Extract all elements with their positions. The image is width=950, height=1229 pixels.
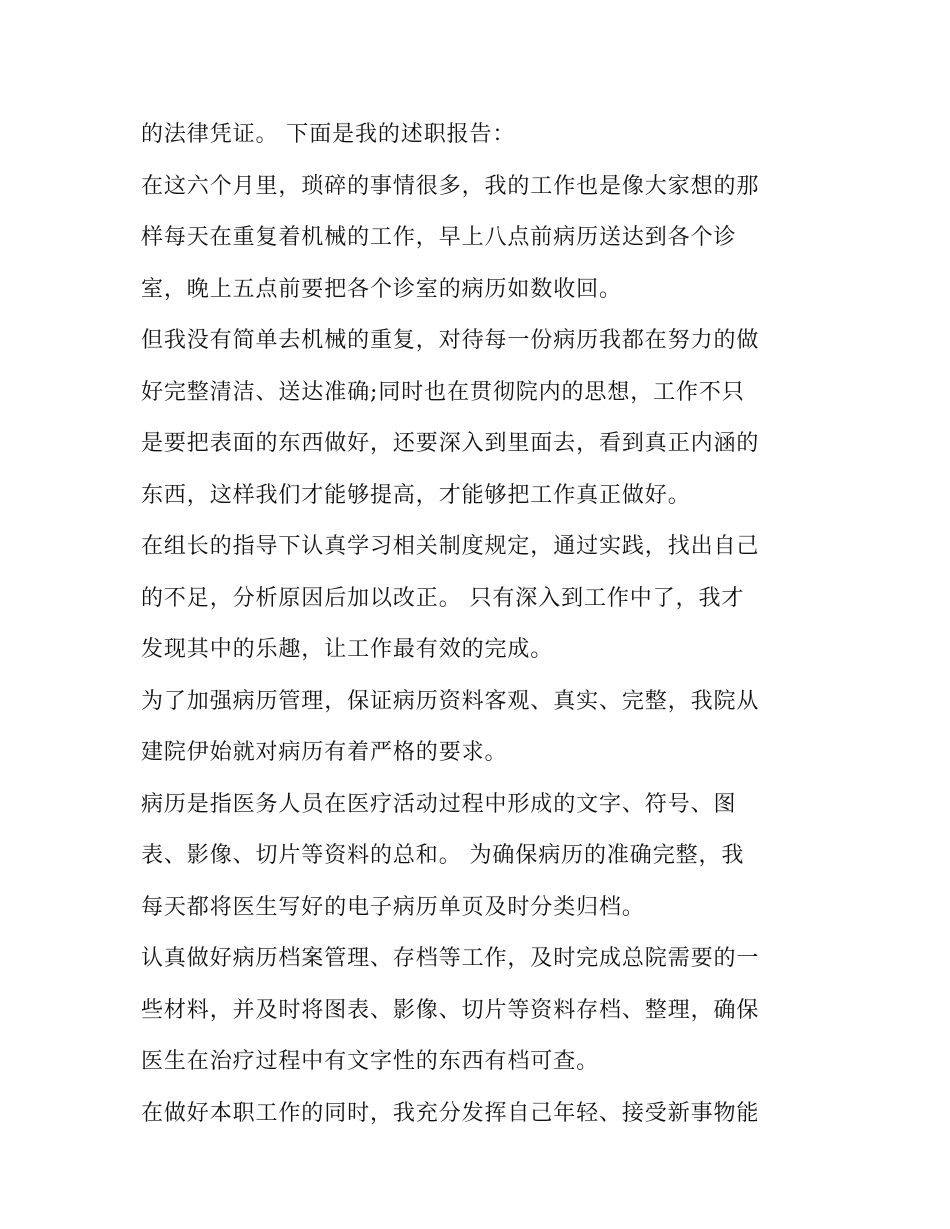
text-line: 室，晚上五点前要把各个诊室的病历如数收回。	[141, 276, 622, 302]
text-line: 在这六个月里，琐碎的事情很多，我的工作也是像大家想的那	[141, 173, 760, 199]
text-line: 医生在治疗过程中有文字性的东西有档可查。	[141, 1049, 600, 1074]
text-line: 每天都将医生写好的电子病历单页及时分类归档。	[141, 894, 645, 920]
text-line: 的不足，分析原因后加以改正。 只有深入到工作中了，我才	[141, 585, 745, 611]
text-line: 好完整清洁、送达准确;同时也在贯彻院内的思想，工作不只	[141, 379, 745, 405]
text-line: 发现其中的乐趣，让工作最有效的完成。	[141, 637, 554, 662]
text-line: 东西，这样我们才能够提高，才能够把工作真正做好。	[141, 482, 691, 508]
text-line: 为了加强病历管理，保证病历资料客观、真实、完整，我院从	[141, 688, 760, 714]
text-line: 是要把表面的东西做好，还要深入到里面去，看到真正内涵的	[141, 431, 760, 456]
text-line: 病历是指医务人员在医疗活动过程中形成的文字、符号、图	[141, 791, 737, 817]
text-line: 但我没有简单去机械的重复，对待每一份病历我都在努力的做	[141, 328, 760, 353]
text-line: 在组长的指导下认真学习相关制度规定，通过实践，找出自己	[141, 534, 760, 559]
text-line: 表、影像、切片等资料的总和。 为确保病历的准确完整，我	[141, 843, 745, 868]
text-line: 的法律凭证。 下面是我的述职报告：	[141, 122, 516, 147]
text-line: 认真做好病历档案管理、存档等工作，及时完成总院需要的一	[141, 946, 760, 971]
text-line: 在做好本职工作的同时，我充分发挥自己年轻、接受新事物能	[141, 1100, 760, 1126]
report-body-text	[141, 109, 821, 1139]
text-line: 些材料，并及时将图表、影像、切片等资料存档、整理，确保	[141, 997, 760, 1023]
text-line: 建院伊始就对病历有着严格的要求。	[141, 740, 508, 765]
text-line: 样每天在重复着机械的工作，早上八点前病历送达到各个诊	[141, 225, 737, 250]
